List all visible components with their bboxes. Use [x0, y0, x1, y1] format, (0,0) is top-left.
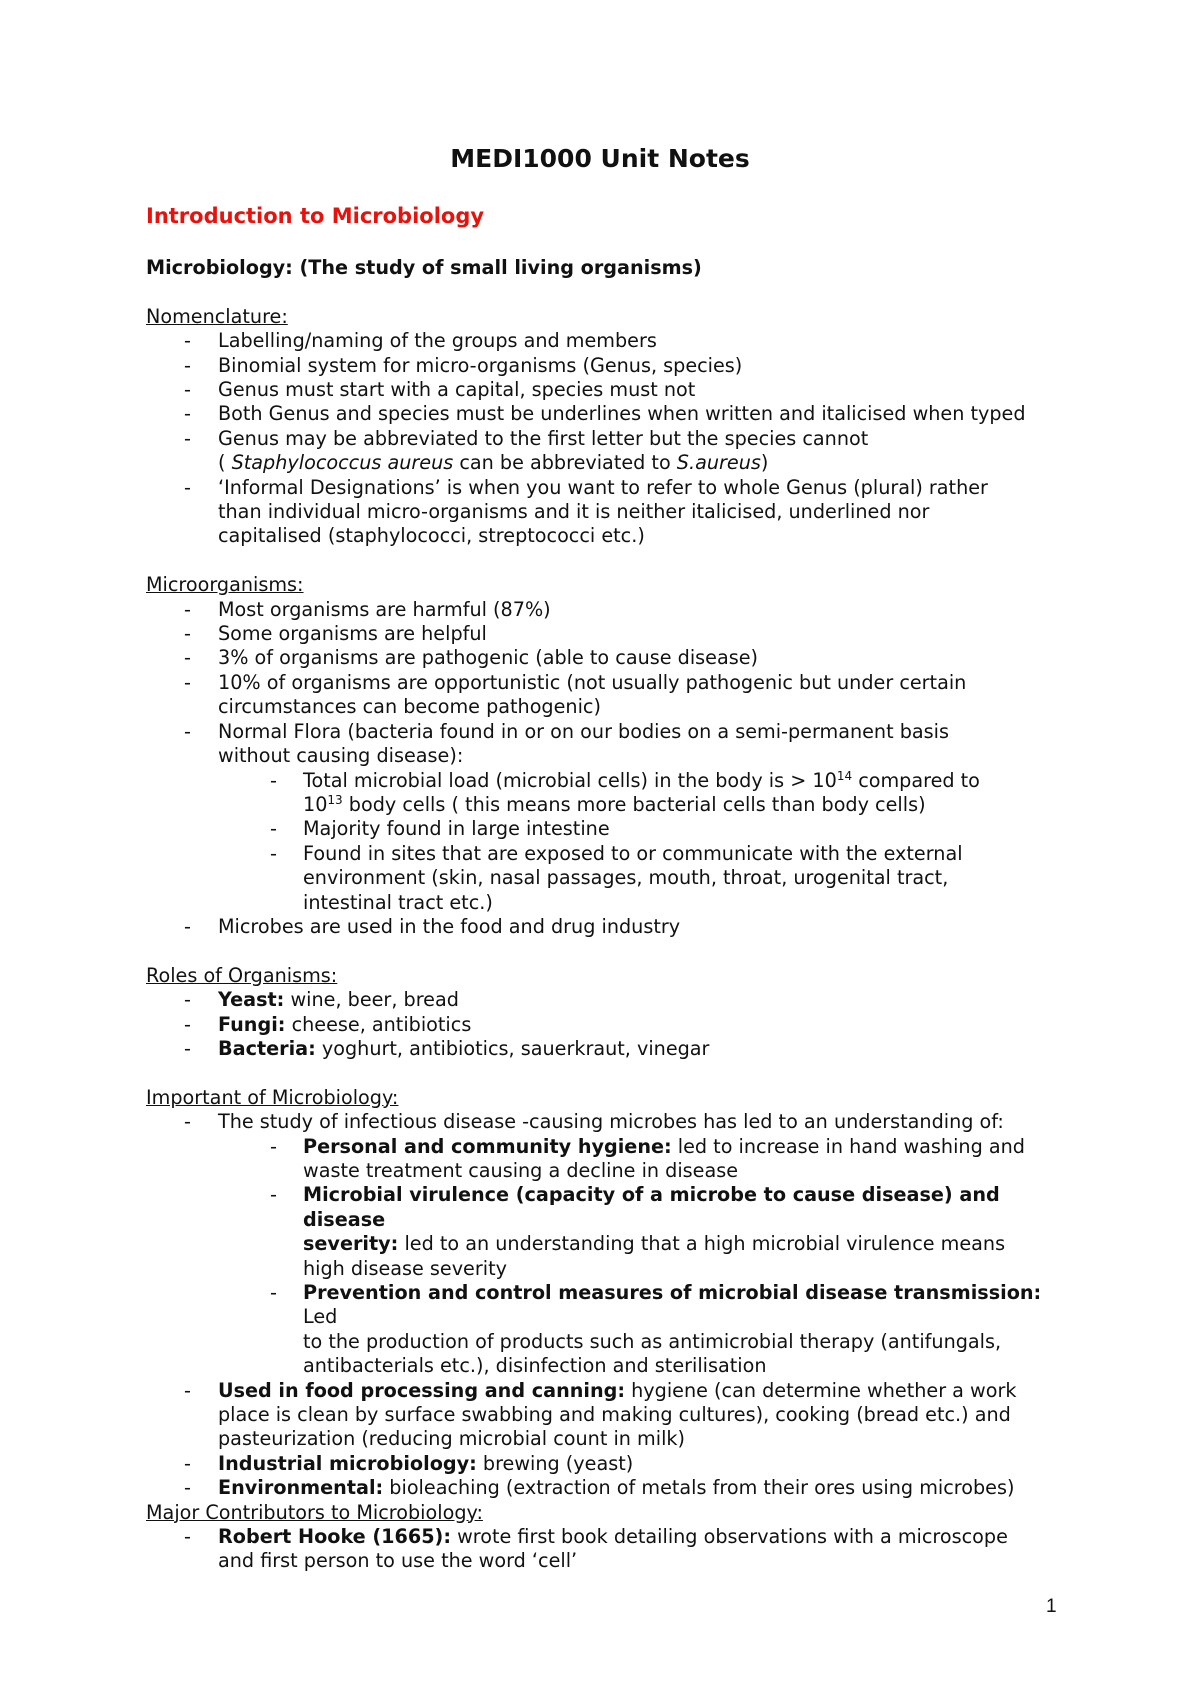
list-item: - Some organisms are helpful	[184, 622, 487, 646]
bullet-dash: -	[184, 1525, 191, 1549]
species-full-name: Staphylococcus aureus	[231, 451, 454, 475]
bullet-dash: -	[184, 1036, 191, 1060]
sub-list-item-continuation: antibacterials etc.), disinfection and sterilisation	[303, 1354, 767, 1378]
list-item: - Bacteria: yoghurt, antibiotics, sauerkraut, vinegar	[184, 1036, 710, 1060]
bullet-dash: -	[270, 768, 277, 792]
list-item: - Both Genus and species must be underlines when written and italicised when typed	[184, 402, 1026, 426]
page-number: 1	[1046, 1596, 1057, 1617]
bullet-dash: -	[184, 646, 191, 670]
superscript: 13	[327, 792, 343, 807]
bullet-dash: -	[184, 1476, 191, 1500]
bullet-dash: -	[184, 1110, 191, 1134]
list-item: - Most organisms are harmful (87%)	[184, 597, 551, 621]
sub-list-item-continuation: intestinal tract etc.)	[303, 890, 493, 914]
bullet-dash: -	[184, 353, 191, 377]
list-item: - Microbes are used in the food and drug industry	[184, 914, 681, 938]
bullet-dash: -	[184, 475, 191, 499]
list-item: - Genus may be abbreviated to the first letter but the species cannot	[184, 426, 869, 450]
list-item: - Binomial system for micro-organisms (Genus, species)	[184, 353, 743, 377]
roles-heading: Roles of Organisms:	[146, 963, 338, 987]
list-item: - The study of infectious disease -causing microbes has led to an understanding of:	[184, 1110, 1004, 1134]
list-item: - Genus must start with a capital, species must not	[184, 378, 696, 402]
bullet-dash: -	[184, 597, 191, 621]
list-item: - Used in food processing and canning: hygiene (can determine whether a work	[184, 1378, 1017, 1402]
microorganisms-heading: Microorganisms:	[146, 573, 304, 597]
list-item: - Labelling/naming of the groups and members	[184, 329, 657, 353]
bullet-dash: -	[184, 1451, 191, 1475]
sub-list-item-continuation: severity: led to an understanding that a high microbial virulence means	[303, 1232, 1006, 1256]
bullet-dash: -	[270, 1183, 277, 1207]
document-body	[146, 256, 1076, 1574]
section-heading: Introduction to Microbiology	[146, 204, 485, 228]
bullet-dash: -	[184, 988, 191, 1012]
bullet-dash: -	[184, 378, 191, 402]
microbiology-definition: Microbiology: (The study of small living organisms)	[146, 256, 702, 279]
importance-heading: Important of Microbiology:	[146, 1085, 399, 1109]
list-item-continuation: than individual micro-organisms and it is neither italicised, underlined nor	[218, 500, 930, 524]
list-item-continuation: and first person to use the word ‘cell’	[218, 1549, 578, 1573]
list-item: - Fungi: cheese, antibiotics	[184, 1012, 472, 1036]
sub-list-item-continuation: waste treatment causing a decline in disease	[303, 1158, 739, 1182]
list-item: - Yeast: wine, beer, bread	[184, 988, 459, 1012]
sub-list-item-continuation: high disease severity	[303, 1256, 507, 1280]
superscript: 14	[836, 768, 853, 783]
list-item: - ‘Informal Designations’ is when you want to refer to whole Genus (plural) rather	[184, 475, 988, 499]
sub-list-item-continuation: $10^{13}$ body cells ( this means more bacterial cells than body cells)	[303, 792, 926, 816]
sub-list-item: - Majority found in large intestine	[270, 817, 610, 841]
sub-list-item-continuation: to the production of products such as antimicrobial therapy (antifungals,	[303, 1329, 1002, 1353]
species-short-name: S.aureus	[676, 451, 761, 475]
bullet-dash: -	[184, 914, 191, 938]
list-item: - Robert Hooke (1665): wrote first book detailing observations with a microscope	[184, 1525, 1008, 1549]
sub-list-item: - Prevention and control measures of microbial disease transmission: Led	[270, 1281, 1042, 1329]
document-title: MEDI1000 Unit Notes	[450, 144, 750, 173]
list-item: - Environmental: bioleaching (extraction of metals from their ores using microbes)	[184, 1476, 1015, 1500]
list-item-continuation: place is clean by surface swabbing and making cultures), cooking (bread etc.) and	[218, 1403, 1011, 1427]
list-item: - Normal Flora (bacteria found in or on our bodies on a semi-permanent basis	[184, 719, 949, 743]
list-item: - 10% of organisms are opportunistic (not usually pathogenic but under certain	[184, 670, 967, 694]
bullet-dash: -	[184, 1012, 191, 1036]
sub-list-item: - Personal and community hygiene: led to increase in hand washing and	[270, 1134, 1025, 1158]
bullet-dash: -	[270, 1134, 277, 1158]
list-item-continuation: circumstances can become pathogenic)	[218, 695, 601, 719]
contributors-heading: Major Contributors to Microbiology:	[146, 1500, 483, 1524]
bullet-dash: -	[184, 402, 191, 426]
bullet-dash: -	[270, 841, 277, 865]
bullet-dash: -	[184, 670, 191, 694]
bullet-dash: -	[184, 329, 191, 353]
list-item-continuation: capitalised (staphylococci, streptococci etc.)	[218, 524, 645, 548]
bullet-dash: -	[270, 1281, 277, 1304]
sub-list-item: - Found in sites that are exposed to or communicate with the external	[270, 841, 963, 865]
nomenclature-heading: Nomenclature:	[146, 304, 288, 328]
sub-list-item-continuation: environment (skin, nasal passages, mouth, throat, urogenital tract,	[303, 866, 949, 890]
list-item: - 3% of organisms are pathogenic (able to cause disease)	[184, 646, 758, 670]
list-item-continuation: without causing disease):	[218, 744, 464, 768]
bullet-dash: -	[270, 817, 277, 841]
list-item-continuation: pasteurization (reducing microbial count in milk)	[218, 1427, 685, 1451]
bullet-dash: -	[184, 719, 191, 743]
bullet-dash: -	[184, 426, 191, 450]
bullet-dash: -	[184, 1378, 191, 1402]
list-item: - Industrial microbiology: brewing (yeast)	[184, 1451, 634, 1475]
list-item-continuation: ( Staphylococcus aureus can be abbreviated to S.aureus)	[218, 451, 769, 475]
sub-list-item: - Total microbial load (microbial cells) in the body is > $10^{14}$ compared to	[270, 768, 980, 792]
bullet-dash: -	[184, 622, 191, 646]
sub-list-item: - Microbial virulence (capacity of a microbe to cause disease) and disease	[270, 1183, 1000, 1231]
